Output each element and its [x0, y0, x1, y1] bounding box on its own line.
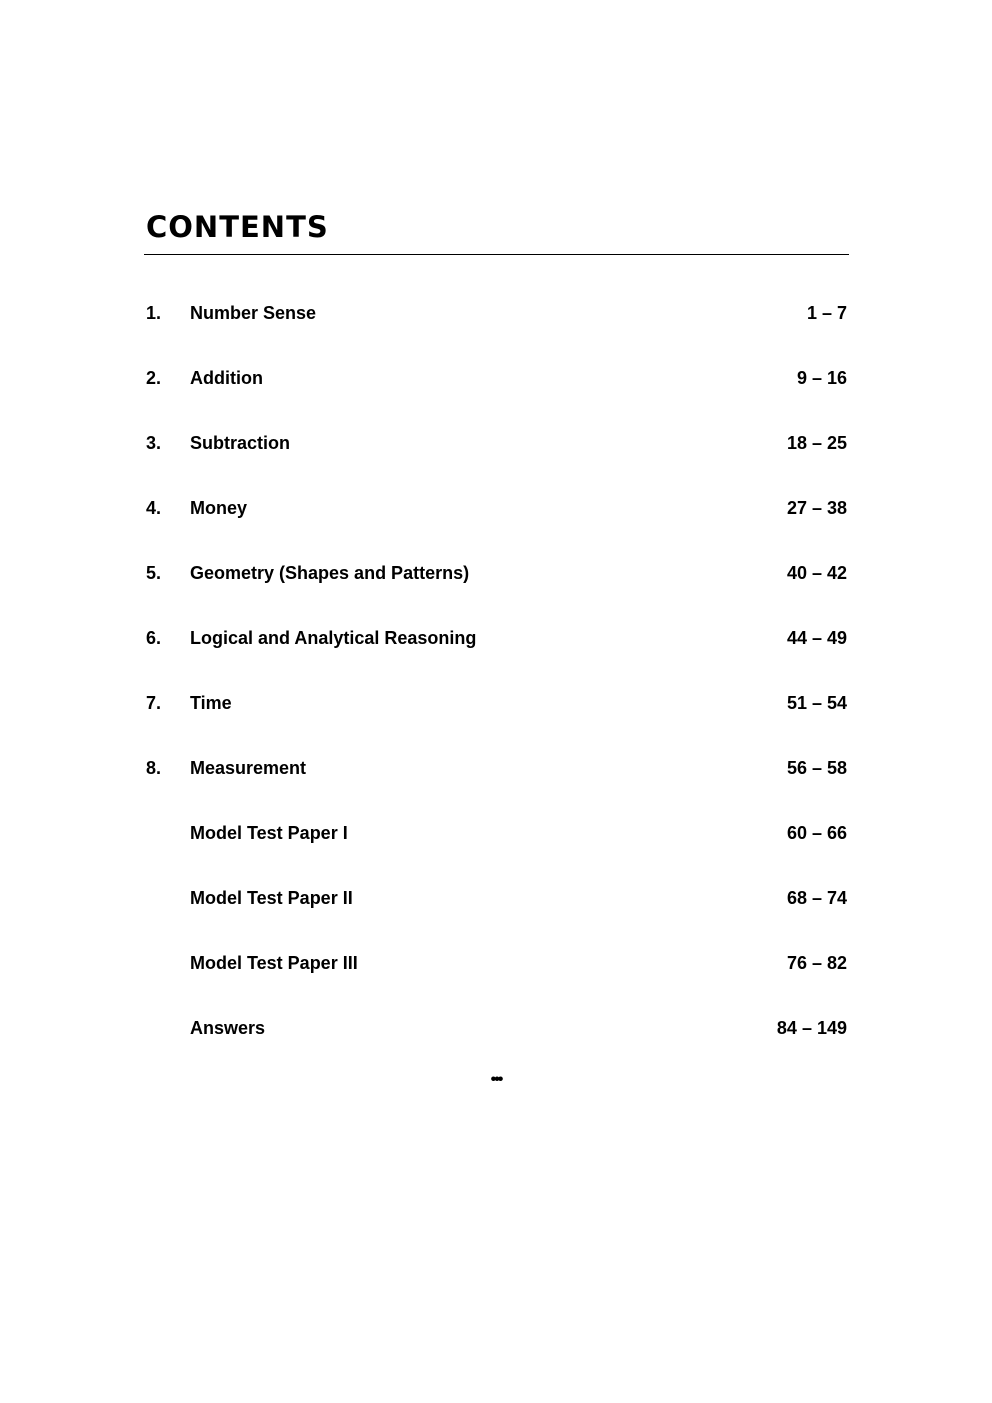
toc-entry-title: Model Test Paper II	[190, 888, 353, 908]
toc-entry-title: Addition	[190, 368, 263, 388]
end-of-section-mark: •••	[490, 1071, 502, 1088]
toc-entry-number: 5.	[146, 563, 162, 583]
toc-entry-title: Money	[190, 498, 248, 518]
toc-entry-title: Number Sense	[190, 303, 317, 323]
toc-entry-pages: 84 – 149	[776, 1018, 847, 1038]
toc-entry-number: 6.	[146, 628, 162, 648]
toc-entry-title: Geometry (Shapes and Patterns)	[190, 563, 470, 583]
toc-entry-number: 8.	[146, 758, 162, 778]
toc-entry-title: Model Test Paper I	[190, 823, 348, 843]
toc-entry-title: Logical and Analytical Reasoning	[190, 628, 477, 648]
toc-entry-number: 7.	[146, 693, 162, 713]
heading-rule	[144, 254, 849, 255]
toc-entry-pages: 76 – 82	[786, 953, 847, 973]
toc-entry-pages: 27 – 38	[786, 498, 847, 518]
toc-entry	[146, 625, 847, 690]
toc-entry	[146, 950, 847, 1015]
toc-entry	[146, 495, 847, 560]
toc-entry-pages: 18 – 25	[786, 433, 847, 453]
toc-entry-title: Measurement	[190, 758, 307, 778]
toc-entry-number: 1.	[146, 303, 162, 323]
table-of-contents	[146, 300, 847, 1080]
toc-entry-number: 4.	[146, 498, 162, 518]
toc-entry	[146, 755, 847, 820]
toc-entry-title: Answers	[190, 1018, 266, 1038]
toc-entry-number: 2.	[146, 368, 162, 388]
toc-entry-pages: 9 – 16	[796, 368, 847, 388]
toc-entry	[146, 885, 847, 950]
toc-entry	[146, 430, 847, 495]
toc-entry-pages: 40 – 42	[786, 563, 847, 583]
toc-entry	[146, 690, 847, 755]
toc-entry-title: Time	[190, 693, 232, 713]
toc-entry-pages: 51 – 54	[786, 693, 847, 713]
toc-entry-pages: 60 – 66	[786, 823, 847, 843]
toc-entry-number: 3.	[146, 433, 162, 453]
toc-entry-title: Model Test Paper III	[190, 953, 358, 973]
toc-entry	[146, 820, 847, 885]
toc-entry-pages: 1 – 7	[806, 303, 847, 323]
toc-entry-pages: 44 – 49	[786, 628, 847, 648]
toc-entry-title: Subtraction	[190, 433, 291, 453]
toc-entry	[146, 365, 847, 430]
toc-entry	[146, 560, 847, 625]
page-title: CONTENTS	[146, 210, 329, 244]
toc-entry-pages: 68 – 74	[786, 888, 847, 908]
toc-entry	[146, 300, 847, 365]
toc-entry-pages: 56 – 58	[786, 758, 847, 778]
